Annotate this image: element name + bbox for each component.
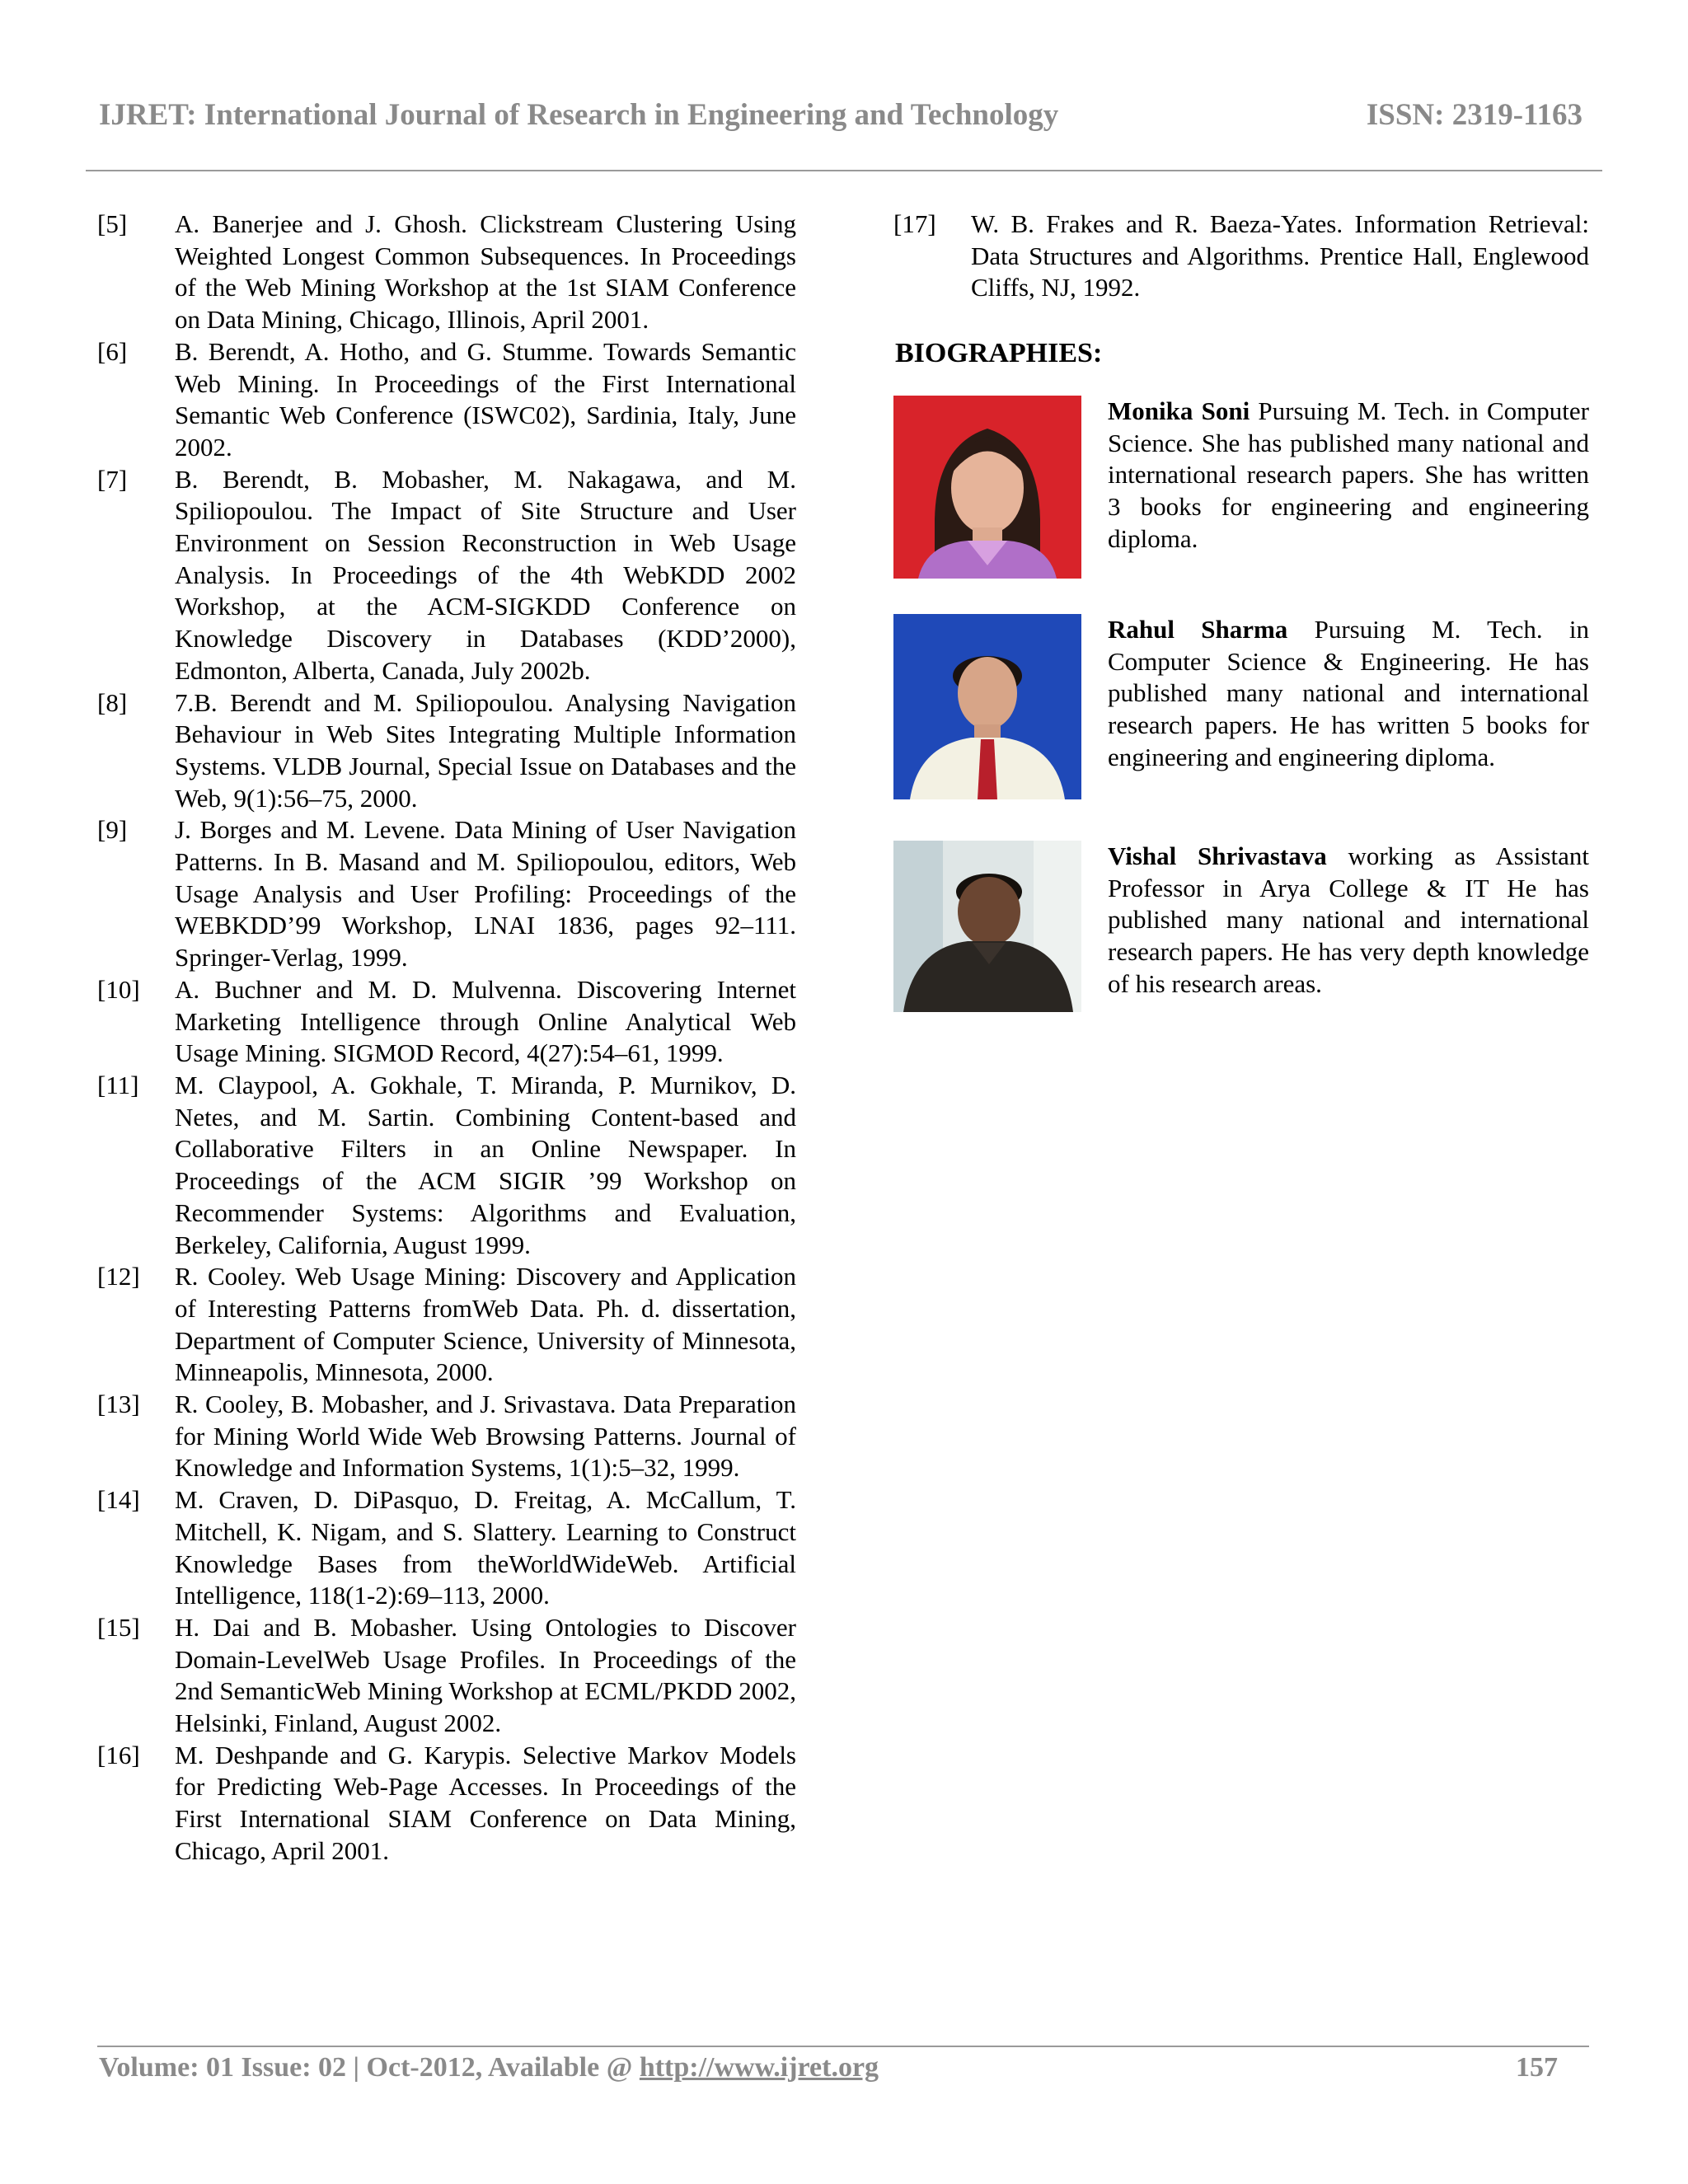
author-name: Rahul Sharma: [1108, 615, 1288, 644]
author-photo: [893, 841, 1081, 1012]
references-right-column: [893, 209, 1589, 304]
reference-number: [15]: [97, 1612, 140, 1642]
reference-item: [893, 209, 1589, 304]
reference-text: R. Cooley. Web Usage Mining: Discovery and Application of Interesting Patterns fromWeb Data. Ph. d. dissertation, Department of Computer Science, University of Minnesota, Minneapolis, Minnesota, 2000.: [175, 1262, 796, 1387]
author-description: Pursuing M. Tech. in Computer Science. She has published many national and international research papers. She has written 3 books for engineering and engineering diploma.: [1108, 396, 1589, 553]
reference-text: M. Craven, D. DiPasquo, D. Freitag, A. McCallum, T. Mitchell, K. Nigam, and S. Slattery. Learning to Construct Knowledge Bases from theWorldWideWeb. Artificial Intelligence, 118(1-2):69–113, 2000.: [175, 1485, 796, 1610]
reference-item: [97, 1740, 796, 1868]
author-photo: [893, 396, 1081, 579]
reference-item: [97, 1389, 796, 1484]
page-number: 157: [1516, 2052, 1558, 2083]
biography-text: [1108, 396, 1589, 555]
footer-volume-info: [99, 2052, 879, 2083]
reference-number: [6]: [97, 336, 128, 366]
reference-item: [97, 1261, 796, 1389]
author-description: Pursuing M. Tech. in Computer Science & Engineering. He has published many national and international research papers. He has written 5 books for engineering and engineering diploma.: [1108, 615, 1589, 771]
reference-number: [13]: [97, 1390, 140, 1419]
references-left-column: [97, 209, 796, 1868]
reference-text: M. Claypool, A. Gokhale, T. Miranda, P. Murnikov, D. Netes, and M. Sartin. Combining Content-based and Collaborative Filters in an Online Newspaper. In Proceedings of the ACM SIGIR ’99 Workshop on Recommender Systems: Algorithms and Evaluation, Berkeley, California, August 1999.: [175, 1070, 796, 1259]
reference-item: [97, 687, 796, 815]
reference-number: [7]: [97, 464, 128, 494]
reference-number: [9]: [97, 815, 128, 845]
reference-text: J. Borges and M. Levene. Data Mining of User Navigation Patterns. In B. Masand and M. Spiliopoulou, editors, Web Usage Analysis and User Profiling: Proceedings of the WEBKDD’99 Workshop, LNAI 1836, pages 92–111. Springer-Verlag, 1999.: [175, 815, 796, 972]
reference-text: W. B. Frakes and R. Baeza-Yates. Information Retrieval: Data Structures and Algorithms. Prentice Hall, Englewood Cliffs, NJ, 1992.: [971, 209, 1589, 302]
reference-item: [97, 1612, 796, 1740]
journal-title: IJRET: International Journal of Research in Engineering and Technology: [99, 98, 1059, 132]
reference-text: A. Banerjee and J. Ghosh. Clickstream Clustering Using Weighted Longest Common Subsequences. In Proceedings of the Web Mining Workshop at the 1st SIAM Conference on Data Mining, Chicago, Illinois, April 2001.: [175, 209, 796, 335]
reference-number: [12]: [97, 1262, 140, 1291]
reference-number: [16]: [97, 1740, 140, 1769]
reference-item: [97, 1070, 796, 1261]
header-rule: [86, 170, 1602, 171]
reference-number: [11]: [97, 1070, 139, 1099]
reference-item: [97, 464, 796, 687]
reference-item: [97, 336, 796, 464]
author-name: Vishal Shrivastava: [1108, 841, 1327, 870]
reference-item: [97, 974, 796, 1070]
reference-text: M. Deshpande and G. Karypis. Selective Markov Models for Predicting Web-Page Accesses. In Proceedings of the First International SIAM Conference on Data Mining, Chicago, April 2001.: [175, 1740, 796, 1865]
biography-text: [1108, 841, 1589, 1001]
journal-link[interactable]: http://www.ijret.org: [639, 2052, 879, 2083]
reference-text: B. Berendt, A. Hotho, and G. Stumme. Towards Semantic Web Mining. In Proceedings of the First International Semantic Web Conference (ISWC02), Sardinia, Italy, June 2002.: [175, 336, 796, 462]
running-header: [99, 97, 1582, 147]
biographies-heading: BIOGRAPHIES:: [895, 338, 1103, 368]
reference-text: A. Buchner and M. D. Mulvenna. Discovering Internet Marketing Intelligence through Online Analytical Web Usage Mining. SIGMOD Record, 4(27):54–61, 1999.: [175, 974, 796, 1068]
reference-text: 7.B. Berendt and M. Spiliopoulou. Analysing Navigation Behaviour in Web Sites Integrating Multiple Information Systems. VLDB Journal, Special Issue on Databases and the Web, 9(1):56–75, 2000.: [175, 687, 796, 813]
reference-number: [14]: [97, 1485, 140, 1515]
author-name: Monika Soni: [1108, 396, 1250, 425]
footer-rule: [97, 2046, 1589, 2047]
reference-number: [8]: [97, 687, 128, 717]
reference-item: [97, 209, 796, 336]
biography-rahul-sharma: [893, 614, 1589, 799]
reference-number: [17]: [893, 209, 936, 238]
reference-number: [10]: [97, 974, 140, 1004]
reference-number: [5]: [97, 209, 128, 238]
biography-monika-soni: [893, 396, 1589, 579]
reference-item: [97, 1484, 796, 1612]
reference-item: [97, 814, 796, 974]
biography-text: [1108, 614, 1589, 774]
footer-text: Volume: 01 Issue: 02 | Oct-2012, Available @: [99, 2052, 640, 2083]
page-footer: [99, 2052, 1558, 2093]
reference-text: H. Dai and B. Mobasher. Using Ontologies to Discover Domain-LevelWeb Usage Profiles. In Proceedings of the 2nd SemanticWeb Mining Workshop at ECML/PKDD 2002, Helsinki, Finland, August 2002.: [175, 1612, 796, 1738]
issn: ISSN: 2319-1163: [1366, 98, 1582, 132]
reference-text: B. Berendt, B. Mobasher, M. Nakagawa, and M. Spiliopoulou. The Impact of Site Structure and User Environment on Session Reconstruction in Web Usage Analysis. In Proceedings of the 4th WebKDD 2002 Workshop, at the ACM-SIGKDD Conference on Knowledge Discovery in Databases (KDD’2000), Edmonton, Alberta, Canada, July 2002b.: [175, 464, 796, 685]
reference-text: R. Cooley, B. Mobasher, and J. Srivastava. Data Preparation for Mining World Wide Web Browsing Patterns. Journal of Knowledge and Information Systems, 1(1):5–32, 1999.: [175, 1390, 796, 1483]
author-description: working as Assistant Professor in Arya College & IT He has published many national and international research papers. He has very depth knowledge of his research areas.: [1108, 841, 1589, 998]
biography-vishal-shrivastava: [893, 841, 1589, 1012]
author-photo: [893, 614, 1081, 799]
